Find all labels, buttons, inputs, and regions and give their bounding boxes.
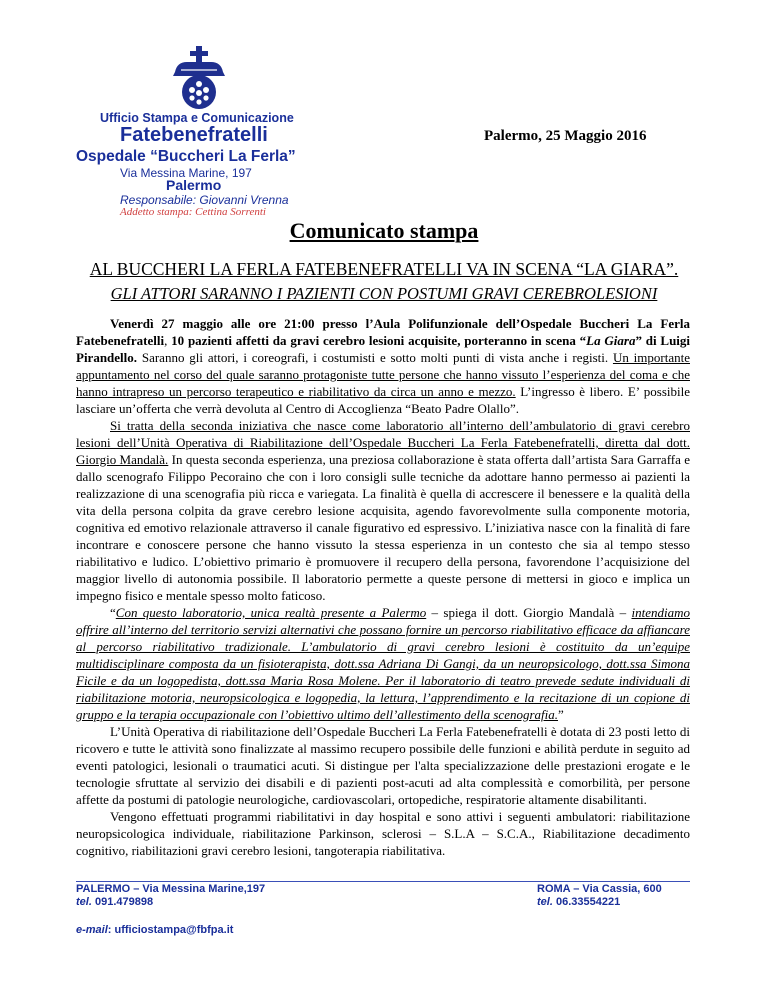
quote-part-1: Con questo laboratorio, unica realtà presente a Palermo [115, 605, 427, 620]
separator-text: , [164, 333, 172, 348]
quote-attribution: – spiega il dott. Giorgio Mandalà – [426, 605, 632, 620]
quote-close: ” [558, 707, 564, 722]
press-officer: Addetto stampa: Cettina Sorrenti [120, 206, 266, 218]
article-body [76, 315, 690, 859]
page-title: Comunicato stampa [289, 218, 479, 243]
footer-email[interactable] [76, 924, 233, 936]
paragraph-initiative [76, 417, 690, 604]
responsible-person: Responsabile: Giovanni Vrenna [120, 193, 289, 207]
palermo-phone-number: 091.479898 [91, 896, 154, 908]
roma-phone-number: 06.33554221 [552, 896, 621, 908]
brand-name: Fatebenefratelli [120, 124, 268, 146]
paragraph-event [76, 315, 690, 417]
hospital-city: Palermo [166, 177, 222, 193]
paragraph-programs: Vengono effettuati programmi riabilitativi in day hospital e sono attivi i seguenti ambulatori: riabilitazione neuropsicologica individuale, riabilitazione Parkinson, sclerosi – S.L.A – S.C.A., Riabilitazione decadimento cognitivo, riabilitazioni gravi cerebro lesioni, tangoterapia riabilitativa. [76, 809, 690, 858]
tel-label: tel. [76, 896, 92, 908]
event-entry: L’ingresso è libero. E’ possibile lasciare un’offerta che verrà devoluta al Centro di Accoglienza “Beato Padre Olallo”. [76, 384, 690, 416]
paragraph-unit: L’Unità Operativa di riabilitazione dell’Ospedale Buccheri La Ferla Fatebenefratelli è dotata di 23 posti letto di ricovero e tutte le attività sono finalizzate al massimo recupero possibile delle funzioni e abilità perdute in seguito ad eventi patologici, lesionali o traumatici acuti. Si distingue per l'alta specializzazione delle prestazioni erogate e le tecnologie sfruttate al servizio dei disabili e di pazienti post-acuti ad alta complessità e comorbilità, per persone affette da postumi di patologie neurologiche, cardiovascolari, ortopediche, respiratorie altamente disabilitanti. [76, 724, 690, 807]
footer-palermo-address: PALERMO – Via Messina Marine,197 [76, 883, 266, 895]
event-highlight: Un importante appuntamento nel corso del quale saranno protagoniste tutte persone che hanno vissuto l’esperienza del coma e che hanno intrapreso un percorso terapeutico e riabilitativo da circa un anno e mezzo. [76, 350, 690, 399]
quote-open: “ [110, 605, 116, 620]
paragraph-quote [76, 604, 690, 723]
event-patients: 10 pazienti affetti da gravi cerebro lesioni acquisite, porteranno in scena “ [171, 333, 587, 348]
footer-roma-phone [537, 896, 620, 908]
event-roles: Saranno gli attori, i coreografi, i costumisti e sotto molti punti di vista anche i registi. [137, 350, 613, 365]
email-label: e-mail [76, 924, 108, 936]
tel-label: tel. [537, 896, 553, 908]
email-address[interactable]: : ufficiostampa@fbfpa.it [107, 924, 234, 936]
headline: AL BUCCHERI LA FERLA FATEBENEFRATELLI VA IN SCENA “LA GIARA”. [89, 259, 679, 279]
footer-roma-address: ROMA – Via Cassia, 600 [537, 883, 662, 895]
quote-part-2: intendiamo offrire all’interno del territorio servizi alternativi che possano fornire un percorso riabilitativo efficace da affiancare al percorso riabilitativo tradizionale. L’ambulatorio di gravi cerebro lesioni è costituito da un’equipe multidisciplinare composta da un fisioterapista, dott.ssa Adriana Di Gangi, da un neuropsicologo, dott.ssa Simona Ficile e da un logopedista, dott.ssa Maria Rosa Molene. Per il laboratorio di teatro prevede sedute individuali di riabilitazione motoria, neuropsicologica e logopedia, la lettura, l’apprendimento e la recitazione di un copione di gruppo e la terapia occupazionale con l’obiettivo ultimo dell’allestimento della scenografia. [76, 605, 690, 722]
press-office-label: Ufficio Stampa e Comunicazione [100, 111, 294, 125]
play-author: ” di Luigi Pirandello. [76, 333, 691, 365]
hospital-name: Ospedale “Buccheri La Ferla” [76, 148, 296, 165]
event-details: Venerdì 27 maggio alle ore 21:00 presso l’Aula Polifunzionale dell’Ospedale Buccheri La Ferla Fatebenefratelli [76, 316, 690, 348]
play-title: La Giara [586, 333, 636, 348]
document-date: Palermo, 25 Maggio 2016 [484, 128, 647, 144]
footer-palermo-phone [76, 896, 153, 908]
hospital-street: Via Messina Marine, 197 [120, 166, 252, 180]
initiative-details: In questa seconda esperienza, una preziosa collaborazione è stata offerta dall’artista Sara Garraffa e dallo scenografo Filippo Pecoraino che con i loro consigli sulle tecniche da adottare hanno permesso ai pazienti la realizzazione di una scenografia più ricca e variegata. La finalità è quella di accrescere il benessere e la qualità della vita della persona colpita da grave cerebro lesione acquisita, agendo favorevolmente sulla componente motoria, cognitiva ed emotivo relazionale attraverso il canale figurativo ed espressivo. L’iniziativa nasce con la finalità di fare incontrare e conoscere persone che hanno vissuto la stessa esperienza in un contesto che sia al tempo stesso riabilitativo e ludico. L’obiettivo primario è promuovere il recupero della persona, favorendone l’acquisizione del maggior livello di autonomia possibile. Il laboratorio permette a queste persone di mettersi in gioco e implica un impegno fisico e mentale spesso molto faticoso. [76, 452, 691, 603]
initiative-intro: Si tratta della seconda iniziativa che nasce come laboratorio all’interno dell’ambulatorio di gravi cerebro lesioni dell’Unità Operativa di Riabilitazione dell’Ospedale Buccheri La Ferla Fatebenefratelli, diretta dal dott. Giorgio Mandalà. [76, 418, 690, 467]
footer-divider [76, 881, 690, 882]
religious-order-crest-icon [165, 44, 233, 110]
subheadline: GLI ATTORI SARANNO I PAZIENTI CON POSTUMI GRAVI CEREBROLESIONI [110, 284, 658, 303]
